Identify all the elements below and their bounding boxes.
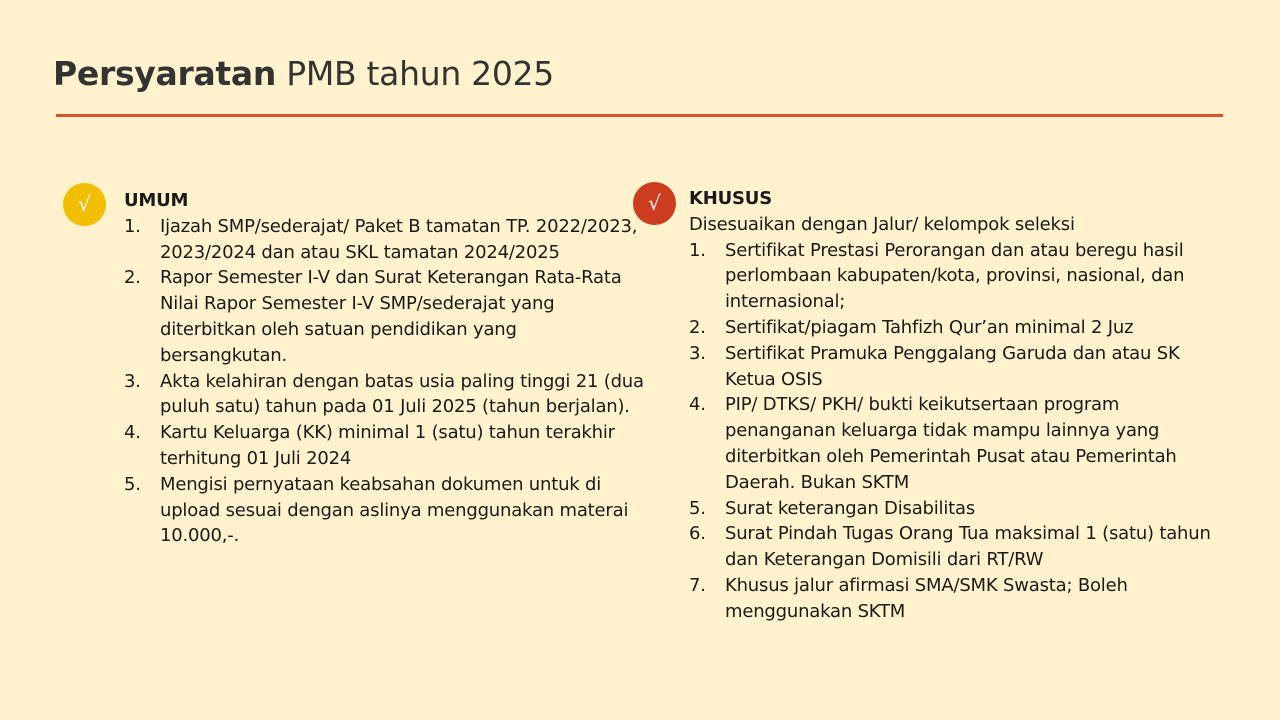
- title-divider: [56, 114, 1223, 117]
- slide-title: [53, 54, 554, 93]
- list-item-text: Sertifikat Pramuka Penggalang Garuda dan atau SK Ketua OSIS: [725, 342, 1180, 390]
- list-item-number: 4.: [124, 422, 141, 444]
- list-item-text: Surat keterangan Disabilitas: [725, 497, 976, 519]
- list-item: [689, 521, 1229, 573]
- slide-title-bold: Persyaratan: [53, 54, 277, 93]
- khusus-heading: KHUSUS: [689, 188, 772, 209]
- list-item-text: Khusus jalur afirmasi SMA/SMK Swasta; Boleh menggunakan SKTM: [725, 574, 1128, 622]
- list-item: [689, 341, 1229, 393]
- umum-section: [124, 188, 644, 549]
- list-item: [124, 265, 644, 368]
- list-item-number: 6.: [689, 523, 706, 545]
- list-item-number: 2.: [689, 316, 706, 338]
- list-item: [689, 392, 1229, 495]
- list-item-text: Mengisi pernyataan keabsahan dokumen untuk di upload sesuai dengan aslinya menggunakan materai 10.000,-.: [160, 473, 629, 547]
- khusus-section: [689, 186, 1229, 625]
- list-item-number: 1.: [689, 239, 706, 261]
- list-item-text: Kartu Keluarga (KK) minimal 1 (satu) tahun terakhir terhitung 01 Juli 2024: [160, 422, 615, 469]
- list-item-text: Ijazah SMP/sederajat/ Paket B tamatan TP. 2022/2023, 2023/2024 dan atau SKL tamatan 2024/2025: [160, 215, 638, 263]
- list-item-number: 2.: [124, 267, 141, 289]
- list-item-text: Rapor Semester I-V dan Surat Keterangan Rata-Rata Nilai Rapor Semester I-V SMP/sederajat yang diterbitkan oleh satuan pendidikan yang bersangkutan.: [160, 267, 622, 366]
- khusus-subheading: Disesuaikan dengan Jalur/ kelompok seleksi: [689, 213, 1075, 235]
- khusus-list: [689, 238, 1229, 625]
- list-item-text: PIP/ DTKS/ PKH/ bukti keikutsertaan program penanganan keluarga tidak mampu lainnya yang diterbitkan oleh Pemerintah Pusat atau Pemerintah Daerah. Bukan SKTM: [725, 394, 1177, 493]
- check-icon: √: [63, 183, 106, 226]
- umum-list: [124, 214, 644, 549]
- list-item-text: Akta kelahiran dengan batas usia paling tinggi 21 (dua puluh satu) tahun pada 01 Juli 2025 (tahun berjalan).: [160, 370, 644, 418]
- list-item: [689, 238, 1229, 315]
- list-item: [124, 214, 644, 266]
- list-item-text: Surat Pindah Tugas Orang Tua maksimal 1 (satu) tahun dan Keterangan Domisili dari RT/RW: [725, 523, 1211, 571]
- list-item-number: 3.: [124, 370, 141, 392]
- list-item: [689, 496, 1229, 522]
- list-item-number: 1.: [124, 215, 141, 237]
- list-item-number: 5.: [689, 497, 706, 519]
- umum-heading: UMUM: [124, 190, 189, 211]
- list-item: [689, 573, 1229, 625]
- slide-title-rest: PMB tahun 2025: [276, 54, 554, 93]
- list-item: [689, 315, 1229, 341]
- list-item-text: Sertifikat/piagam Tahfizh Qur’an minimal 2 Juz: [725, 316, 1134, 338]
- list-item-number: 3.: [689, 342, 706, 364]
- list-item: [124, 472, 644, 549]
- list-item: [124, 369, 644, 421]
- list-item-text: Sertifikat Prestasi Perorangan dan atau beregu hasil perlombaan kabupaten/kota, provinsi, nasional, dan internasional;: [725, 239, 1185, 313]
- list-item-number: 4.: [689, 394, 706, 416]
- list-item: [124, 420, 644, 472]
- list-item-number: 7.: [689, 574, 706, 596]
- check-icon: √: [633, 182, 676, 225]
- list-item-number: 5.: [124, 473, 141, 495]
